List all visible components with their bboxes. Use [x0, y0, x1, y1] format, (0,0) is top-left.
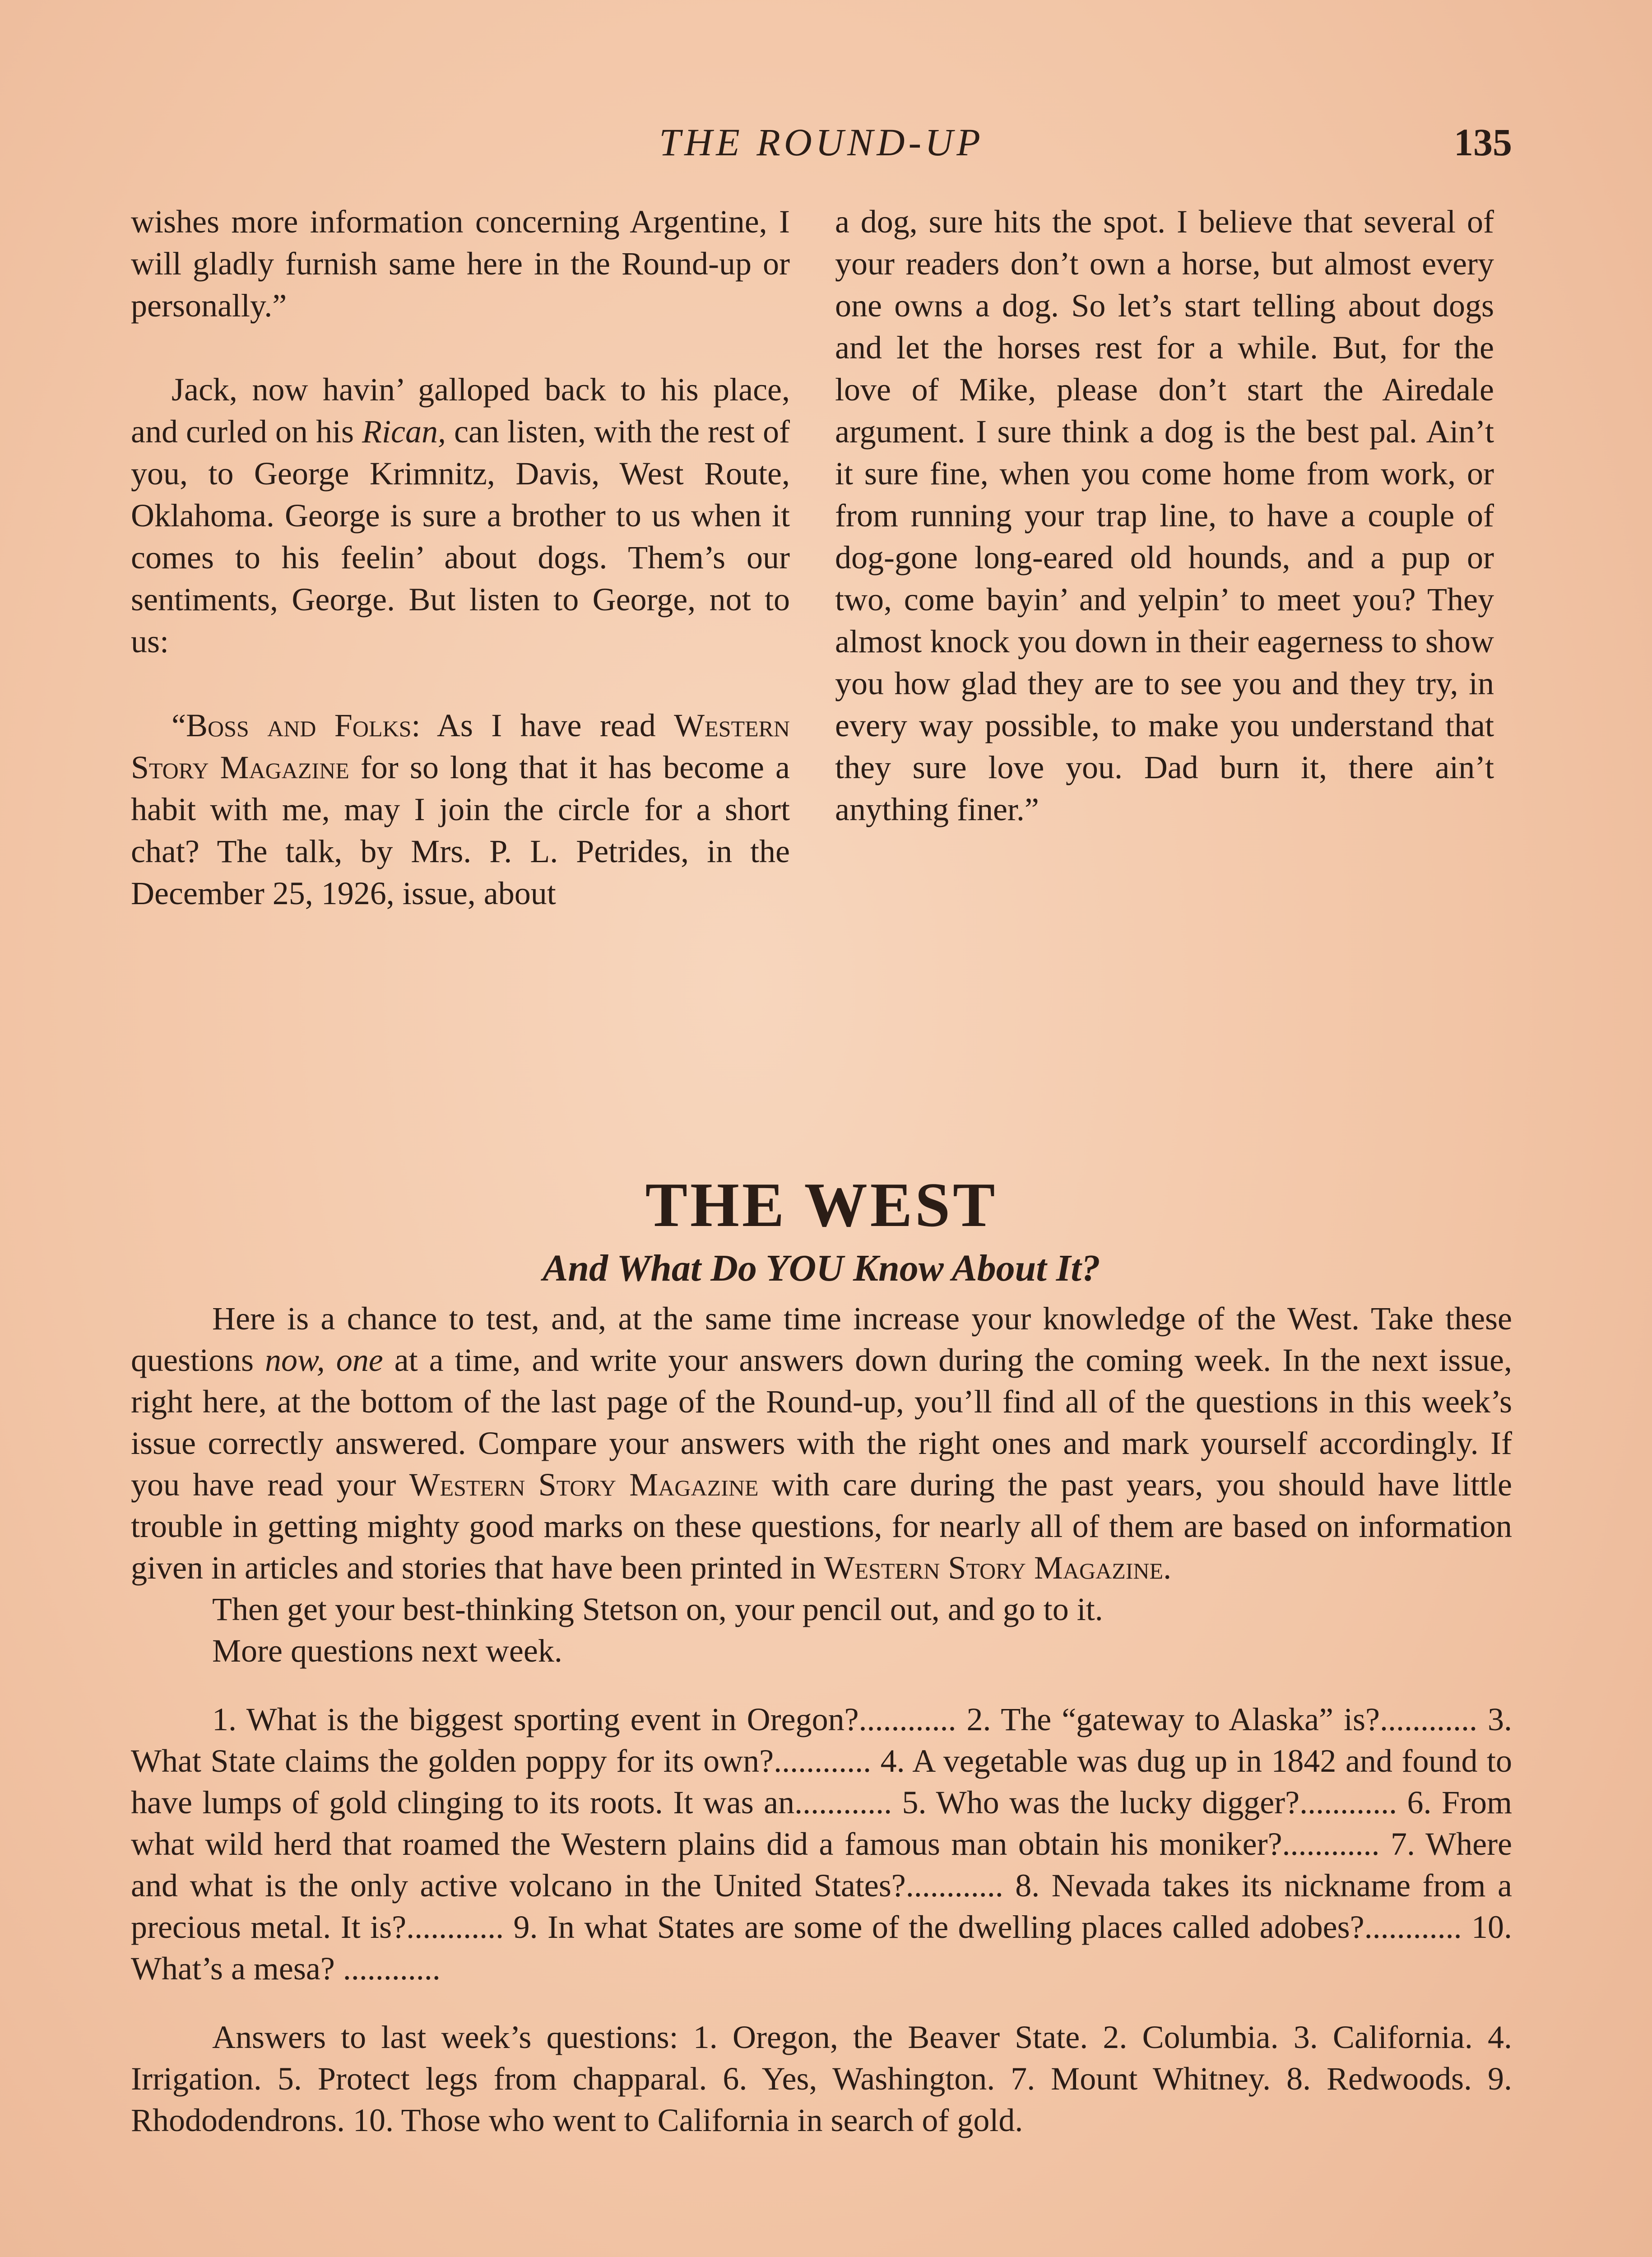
- italic-text: now, one: [265, 1342, 383, 1378]
- paragraph: [131, 369, 790, 663]
- running-title: THE ROUND-UP: [659, 121, 984, 164]
- text-run: at a time, and write your answers down during the coming week. In the next issue, right here, at the bottom of the last page of the Round-up, you’ll find all of the questions in this week’s issue correctly answered. Compare your answers with the right ones and mark yourself accordingly. If you have read your: [131, 1342, 1512, 1503]
- letters-columns: [131, 201, 1512, 1122]
- small-caps-text: Western Story Magazine: [131, 707, 790, 785]
- italic-text: Rican,: [362, 413, 446, 450]
- magazine-page: [131, 117, 1512, 2257]
- text-run: Jack, now havin’ galloped back to his place, and curled on his: [131, 372, 790, 450]
- right-column: [835, 201, 1494, 831]
- quiz-line: Then get your best-thinking Stetson on, your pencil out, and go to it.: [212, 1591, 1103, 1627]
- small-caps-text: Boss and Folks: [186, 707, 412, 743]
- text-run: : As I have read: [411, 707, 674, 743]
- quiz-section: [131, 1298, 1512, 2141]
- paragraph: wishes more information concerning Argentine, I will gladly furnish same here in the Round-up or personally.”: [131, 204, 790, 324]
- text-run: Here is a chance to test, and, at the same time increase your knowledge of the West. Take these questions: [131, 1300, 1512, 1378]
- quiz-intro: [131, 1298, 1512, 1588]
- quiz-questions: 1. What is the biggest sporting event in Oregon?............ 2. The “gateway to Alaska” is?............ 3. What State claims the golden poppy for its own?............ 4. A vegetable was dug up in 1842 and found to have lumps of gold clinging to its roots. It was an............ 5. Who was the lucky digger?............ 6. From what wild herd that roamed the Western plains did a famous man obtain his moniker?............ 7. Where and what is the only active volcano in the United States?............ 8. Nevada takes its nickname from a precious metal. It is?............ 9. In what States are some of the dwelling places called adobes?............ 10. What’s a mesa? ............: [131, 1701, 1512, 1987]
- section-subheading: And What Do YOU Know About It?: [543, 1247, 1100, 1289]
- running-header: [131, 117, 1512, 167]
- left-column: [131, 201, 790, 915]
- quiz-line: More questions next week.: [212, 1633, 562, 1669]
- text-run: can listen, with the rest of you, to George Krimnitz, Davis, West Route, Oklahoma. George is sure a brother to us when it comes to his feelin’ about dogs. Them’s our sentiments, George. But listen to George, not to us:: [131, 413, 790, 659]
- text-run: .: [1163, 1550, 1172, 1586]
- text-run: for so long that it has become a habit with me, may I join the circle for a short chat? The talk, by Mrs. P. L. Petrides, in the December 25, 1926, issue, about: [131, 749, 790, 911]
- quiz-answers: Answers to last week’s questions: 1. Oregon, the Beaver State. 2. Columbia. 3. California. 4. Irrigation. 5. Protect legs from chapparal. 6. Yes, Washington. 7. Mount Whitney. 8. Redwoods. 9. Rhododendrons. 10. Those who went to California in search of gold.: [131, 2019, 1512, 2138]
- page-number: 135: [1454, 121, 1512, 164]
- text-run: “: [172, 707, 186, 743]
- paragraph: [131, 705, 790, 915]
- small-caps-text: Western Story Magazine: [409, 1467, 759, 1503]
- section-heading: THE WEST: [645, 1170, 998, 1240]
- small-caps-text: Western Story Magazine: [824, 1550, 1164, 1586]
- paragraph: a dog, sure hits the spot. I believe that several of your readers don’t own a horse, but almost every one owns a dog. So let’s start telling about dogs and let the horses rest for a while. But, for the love of Mike, please don’t start the Airedale argument. I sure think a dog is the best pal. Ain’t it sure fine, when you come home from work, or from running your trap line, to have a couple of dog-gone long-eared old hounds, and a pup or two, come bayin’ and yelpin’ to meet you? They almost knock you down in their eagerness to show you how glad they are to see you and they try, in every way possible, to make you understand that they sure love you. Dad burn it, there ain’t anything finer.”: [835, 204, 1494, 827]
- text-run: with care during the past years, you should have little trouble in getting mighty good marks on these questions, for nearly all of them are based on information given in articles and stories that have been printed in: [131, 1467, 1513, 1586]
